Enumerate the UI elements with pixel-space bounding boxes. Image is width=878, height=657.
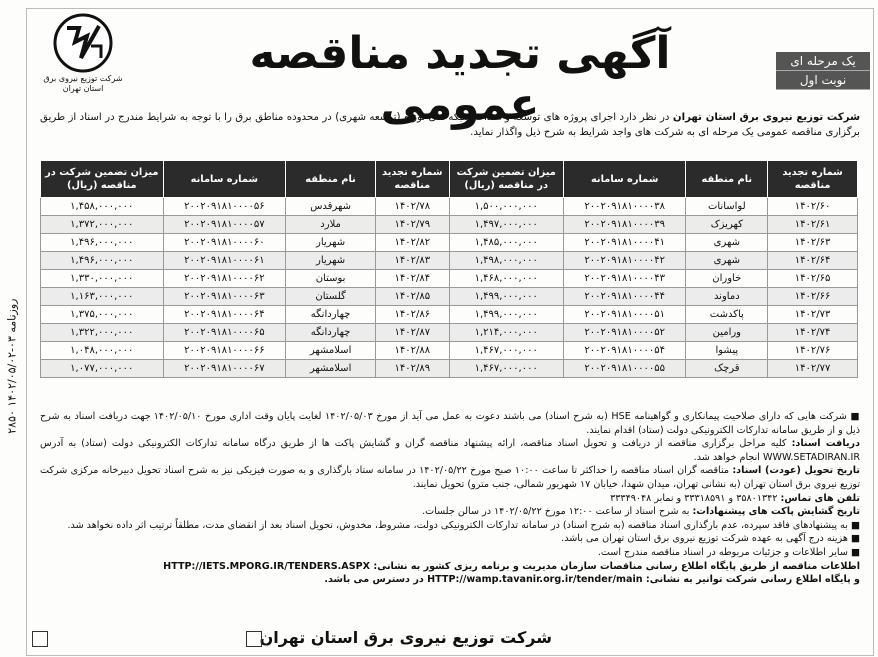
table-header-row	[41, 161, 858, 198]
table-row	[41, 306, 858, 324]
table-row	[41, 234, 858, 252]
cell-tender-no-b: ۱۴۰۲/۷۸	[376, 198, 450, 216]
note-delivery	[40, 464, 860, 491]
cell-region-a: کهریزک	[686, 216, 768, 234]
footer-company: شرکت توزیع نیروی برق استان تهران	[259, 628, 552, 647]
table-row	[41, 288, 858, 306]
cell-system-no-a: ۲۰۰۲۰۹۱۸۱۰۰۰۰۵۲	[563, 324, 686, 342]
cell-guarantee-a: ۱,۴۹۸,۰۰۰,۰۰۰	[449, 252, 563, 270]
cell-system-no-b: ۲۰۰۲۰۹۱۸۱۰۰۰۰۶۵	[163, 324, 286, 342]
cell-system-no-b: ۲۰۰۲۰۹۱۸۱۰۰۰۰۶۰	[163, 234, 286, 252]
cell-guarantee-b: ۱,۴۹۶,۰۰۰,۰۰۰	[41, 234, 164, 252]
note-opening-text: به شرح اسناد از ساعت ۱۲:۰۰ مورخ ۱۴۰۲/۰۵/۲۲ در سالن جلسات.	[422, 506, 693, 518]
footer	[32, 628, 552, 650]
logo-caption: شرکت توزیع نیروی برق استان تهران	[43, 74, 123, 93]
cell-tender-no-a: ۱۴۰۲/۶۴	[768, 252, 858, 270]
table-row	[41, 198, 858, 216]
header-region-a: نام منطقه	[686, 161, 768, 198]
cell-guarantee-a: ۱,۵۰۰,۰۰۰,۰۰۰	[449, 198, 563, 216]
cell-guarantee-b: ۱,۳۲۲,۰۰۰,۰۰۰	[41, 324, 164, 342]
note-cost: ■ هزینه درج آگهی به عهده شرکت توزیع نیروی برق استان تهران می باشد.	[561, 533, 860, 545]
cell-guarantee-a: ۱,۲۱۴,۰۰۰,۰۰۰	[449, 324, 563, 342]
cell-guarantee-a: ۱,۴۹۷,۰۰۰,۰۰۰	[449, 216, 563, 234]
cell-guarantee-a: ۱,۴۸۵,۰۰۰,۰۰۰	[449, 234, 563, 252]
cell-guarantee-a: ۱,۴۹۹,۰۰۰,۰۰۰	[449, 288, 563, 306]
header-tender-no-b: شماره تجدید مناقصه	[376, 161, 450, 198]
cell-region-b: شهرقدس	[286, 198, 376, 216]
table-row	[41, 270, 858, 288]
note-rejection: ■ به پیشنهادهای فاقد سپرده، عدم بارگذاری اسناد مناقصه (به شرح اسناد) در سامانه تدارکات الکترونیکی دولت، مشروط، مخدوش، تحویل اسناد بعد از انقضای مدت، مطلقاً ترتیب اثر داده نخواهد شد.	[67, 519, 860, 531]
lightning-logo-icon	[53, 12, 113, 74]
cell-region-b: شهریار	[286, 234, 376, 252]
cell-guarantee-b: ۱,۴۹۶,۰۰۰,۰۰۰	[41, 252, 164, 270]
cell-tender-no-a: ۱۴۰۲/۶۳	[768, 234, 858, 252]
note-documents	[40, 437, 860, 464]
cell-region-a: ورامین	[686, 324, 768, 342]
cell-system-no-a: ۲۰۰۲۰۹۱۸۱۰۰۰۰۵۱	[563, 306, 686, 324]
cell-guarantee-a: ۱,۴۹۹,۰۰۰,۰۰۰	[449, 306, 563, 324]
cell-region-a: پیشوا	[686, 342, 768, 360]
note-other: ■ سایر اطلاعات و جزئیات مربوطه در اسناد مناقصه مندرج است.	[597, 546, 860, 558]
cell-tender-no-b: ۱۴۰۲/۸۳	[376, 252, 450, 270]
cell-guarantee-b: ۱,۳۷۵,۰۰۰,۰۰۰	[41, 306, 164, 324]
note-phones	[40, 492, 860, 506]
cell-tender-no-b: ۱۴۰۲/۸۶	[376, 306, 450, 324]
cell-system-no-b: ۲۰۰۲۰۹۱۸۱۰۰۰۰۶۴	[163, 306, 286, 324]
cell-tender-no-a: ۱۴۰۲/۶۱	[768, 216, 858, 234]
page-title: آگهی تجدید مناقصه عمومی	[249, 28, 671, 130]
cell-tender-no-a: ۱۴۰۲/۶۶	[768, 288, 858, 306]
header-tender-no-a: شماره تجدید مناقصه	[768, 161, 858, 198]
cell-tender-no-b: ۱۴۰۲/۸۲	[376, 234, 450, 252]
cell-tender-no-b: ۱۴۰۲/۸۴	[376, 270, 450, 288]
cell-tender-no-b: ۱۴۰۲/۸۷	[376, 324, 450, 342]
table-row	[41, 342, 858, 360]
stage-round: نوبت اول	[776, 71, 870, 90]
side-strip	[4, 300, 20, 530]
cell-guarantee-b: ۱,۴۵۸,۰۰۰,۰۰۰	[41, 198, 164, 216]
note-link-tavanir[interactable]: و پایگاه اطلاع رسانی شرکت توانیر به نشانی: HTTP://wamp.tavanir.org.ir/tender/main در دسترس می باشد.	[324, 574, 860, 586]
cell-system-no-b: ۲۰۰۲۰۹۱۸۱۰۰۰۰۶۲	[163, 270, 286, 288]
header-guarantee-a: میزان تضمین شرکت در مناقصه (ریال)	[449, 161, 563, 198]
company-logo	[40, 12, 126, 112]
cell-tender-no-b: ۱۴۰۲/۷۹	[376, 216, 450, 234]
cell-tender-no-a: ۱۴۰۲/۷۶	[768, 342, 858, 360]
note-phones-label: تلفن های تماس:	[780, 492, 860, 504]
cell-system-no-b: ۲۰۰۲۰۹۱۸۱۰۰۰۰۶۳	[163, 288, 286, 306]
cell-region-a: شهری	[686, 234, 768, 252]
stage-badge	[776, 52, 870, 90]
table-row	[41, 252, 858, 270]
cell-system-no-b: ۲۰۰۲۰۹۱۸۱۰۰۰۰۶۶	[163, 342, 286, 360]
note-link-iets[interactable]: اطلاعات مناقصه از طریق پایگاه اطلاع رسانی مناقصات سازمان مدیریت و برنامه ریزی کشور به نشانی: HTTP://IETS.MPORG.IR/TENDERS.ASPX	[163, 560, 860, 572]
cell-region-a: لواسانات	[686, 198, 768, 216]
cell-tender-no-a: ۱۴۰۲/۷۳	[768, 306, 858, 324]
cell-system-no-a: ۲۰۰۲۰۹۱۸۱۰۰۰۰۵۴	[563, 342, 686, 360]
header-system-no-b: شماره سامانه	[163, 161, 286, 198]
notes-section	[40, 410, 860, 587]
header-system-no-a: شماره سامانه	[563, 161, 686, 198]
cell-system-no-a: ۲۰۰۲۰۹۱۸۱۰۰۰۰۴۳	[563, 270, 686, 288]
cell-guarantee-b: ۱,۰۴۸,۰۰۰,۰۰۰	[41, 342, 164, 360]
cell-region-a: خاوران	[686, 270, 768, 288]
header-region-b: نام منطقه	[286, 161, 376, 198]
cell-tender-no-a: ۱۴۰۲/۷۴	[768, 324, 858, 342]
note-phones-text: ۳۵۸۰۱۳۴۲ و ۳۳۳۱۸۵۹۱ و نمابر ۳۳۳۴۹۰۴۸	[610, 492, 781, 504]
cell-guarantee-b: ۱,۳۷۲,۰۰۰,۰۰۰	[41, 216, 164, 234]
cell-system-no-a: ۲۰۰۲۰۹۱۸۱۰۰۰۰۴۴	[563, 288, 686, 306]
cell-guarantee-b: ۱,۱۶۳,۰۰۰,۰۰۰	[41, 288, 164, 306]
cell-tender-no-b: ۱۴۰۲/۸۵	[376, 288, 450, 306]
cell-tender-no-a: ۱۴۰۲/۶۰	[768, 198, 858, 216]
tenders-table	[40, 160, 858, 378]
note-opening-label: تاریخ گشایش پاکت های پیشنهادات:	[692, 506, 860, 518]
cell-guarantee-a: ۱,۴۶۷,۰۰۰,۰۰۰	[449, 342, 563, 360]
cell-system-no-b: ۲۰۰۲۰۹۱۸۱۰۰۰۰۶۱	[163, 252, 286, 270]
table-row	[41, 324, 858, 342]
cell-system-no-a: ۲۰۰۲۰۹۱۸۱۰۰۰۰۴۱	[563, 234, 686, 252]
cell-guarantee-a: ۱,۴۶۷,۰۰۰,۰۰۰	[449, 360, 563, 378]
note-delivery-label: تاریخ تحویل (عودت) اسناد:	[732, 465, 860, 477]
table-row	[41, 360, 858, 378]
cell-tender-no-b: ۱۴۰۲/۸۸	[376, 342, 450, 360]
cell-region-a: پاکدشت	[686, 306, 768, 324]
cell-system-no-a: ۲۰۰۲۰۹۱۸۱۰۰۰۰۳۹	[563, 216, 686, 234]
cell-tender-no-a: ۱۴۰۲/۷۷	[768, 360, 858, 378]
cell-tender-no-b: ۱۴۰۲/۸۹	[376, 360, 450, 378]
cell-system-no-b: ۲۰۰۲۰۹۱۸۱۰۰۰۰۵۶	[163, 198, 286, 216]
cell-region-b: بوستان	[286, 270, 376, 288]
table-row	[41, 216, 858, 234]
cell-system-no-a: ۲۰۰۲۰۹۱۸۱۰۰۰۰۴۲	[563, 252, 686, 270]
cell-region-a: دماوند	[686, 288, 768, 306]
footer-box-icon	[32, 631, 48, 647]
cell-region-b: گلستان	[286, 288, 376, 306]
note-opening	[40, 505, 860, 519]
cell-guarantee-b: ۱,۰۷۷,۰۰۰,۰۰۰	[41, 360, 164, 378]
cell-region-b: چهاردانگه	[286, 306, 376, 324]
cell-region-a: قرچک	[686, 360, 768, 378]
cell-system-no-b: ۲۰۰۲۰۹۱۸۱۰۰۰۰۵۷	[163, 216, 286, 234]
side-newspaper-text: روزنامه ۰۳-۱۴۰۲/۰۵/۰۲ ۲۸۵۰	[5, 298, 19, 434]
cell-region-a: شهری	[686, 252, 768, 270]
cell-tender-no-a: ۱۴۰۲/۶۵	[768, 270, 858, 288]
cell-region-b: اسلامشهر	[286, 342, 376, 360]
intro-company: شرکت توزیع نیروی برق استان تهران	[672, 112, 860, 123]
note-delivery-text: مناقصه گران اسناد مناقصه را حداکثر تا ساعت ۱۰:۰۰ صبح مورخ ۱۴۰۲/۰۵/۲۲ در سامانه ستاد بارگذاری و به صورت فیزیکی نیز به شرح اسناد تحویل دبیرخانه مرکزی شرکت توزیع نیروی برق استان تهران (به نشانی تهران، میدان شهدا، خیابان ۱۷ شهریور شمالی، جنب مترو) تحویل نمایند.	[40, 465, 860, 490]
footer-box-icon	[246, 631, 262, 647]
note-documents-label: دریافت اسناد:	[791, 438, 860, 450]
intro-text: در نظر دارد اجرای پروژه های توسعه و احداث شبکه های توزیع (توسعه شهری) در محدوده مناطق برق را با توجه به شرایط مندرج در اسناد از طریق برگزاری مناقصه عمومی یک مرحله ای به شرکت های واجد شرایط به شرح ذیل واگذار نماید.	[40, 112, 860, 138]
stage-type: یک مرحله ای	[776, 52, 870, 71]
intro-paragraph	[40, 110, 860, 140]
cell-system-no-a: ۲۰۰۲۰۹۱۸۱۰۰۰۰۳۸	[563, 198, 686, 216]
cell-region-b: اسلامشهر	[286, 360, 376, 378]
cell-guarantee-a: ۱,۴۶۸,۰۰۰,۰۰۰	[449, 270, 563, 288]
note-documents-text: کلیه مراحل برگزاری مناقصه از دریافت و تحویل اسناد مناقصه، ارائه پیشنهاد مناقصه گران و گشایش پاکت ها از طریق درگاه سامانه تدارکات الکترونیکی دولت (ستاد) به آدرس WWW.SETADIRAN.IR انجام خواهد شد.	[40, 438, 860, 463]
cell-system-no-a: ۲۰۰۲۰۹۱۸۱۰۰۰۰۵۵	[563, 360, 686, 378]
cell-region-b: ملارد	[286, 216, 376, 234]
note-eligibility: ■ شرکت هایی که دارای صلاحیت پیمانکاری و گواهینامه HSE (به شرح اسناد) می باشند دعوت به عمل می آید از مورخ ۱۴۰۲/۰۵/۰۳ لغایت پایان وقت اداری مورخ ۱۴۰۲/۰۵/۱۰ جهت دریافت اسناد به شرح ذیل و از طریق سامانه تدارکات الکترونیکی دولت (ستاد) اقدام نمایند.	[40, 411, 860, 436]
cell-guarantee-b: ۱,۳۳۰,۰۰۰,۰۰۰	[41, 270, 164, 288]
cell-region-b: چهاردانگه	[286, 324, 376, 342]
header-guarantee-b: میزان تضمین شرکت در مناقصه (ریال)	[41, 161, 164, 198]
cell-system-no-b: ۲۰۰۲۰۹۱۸۱۰۰۰۰۶۷	[163, 360, 286, 378]
cell-region-b: شهریار	[286, 252, 376, 270]
